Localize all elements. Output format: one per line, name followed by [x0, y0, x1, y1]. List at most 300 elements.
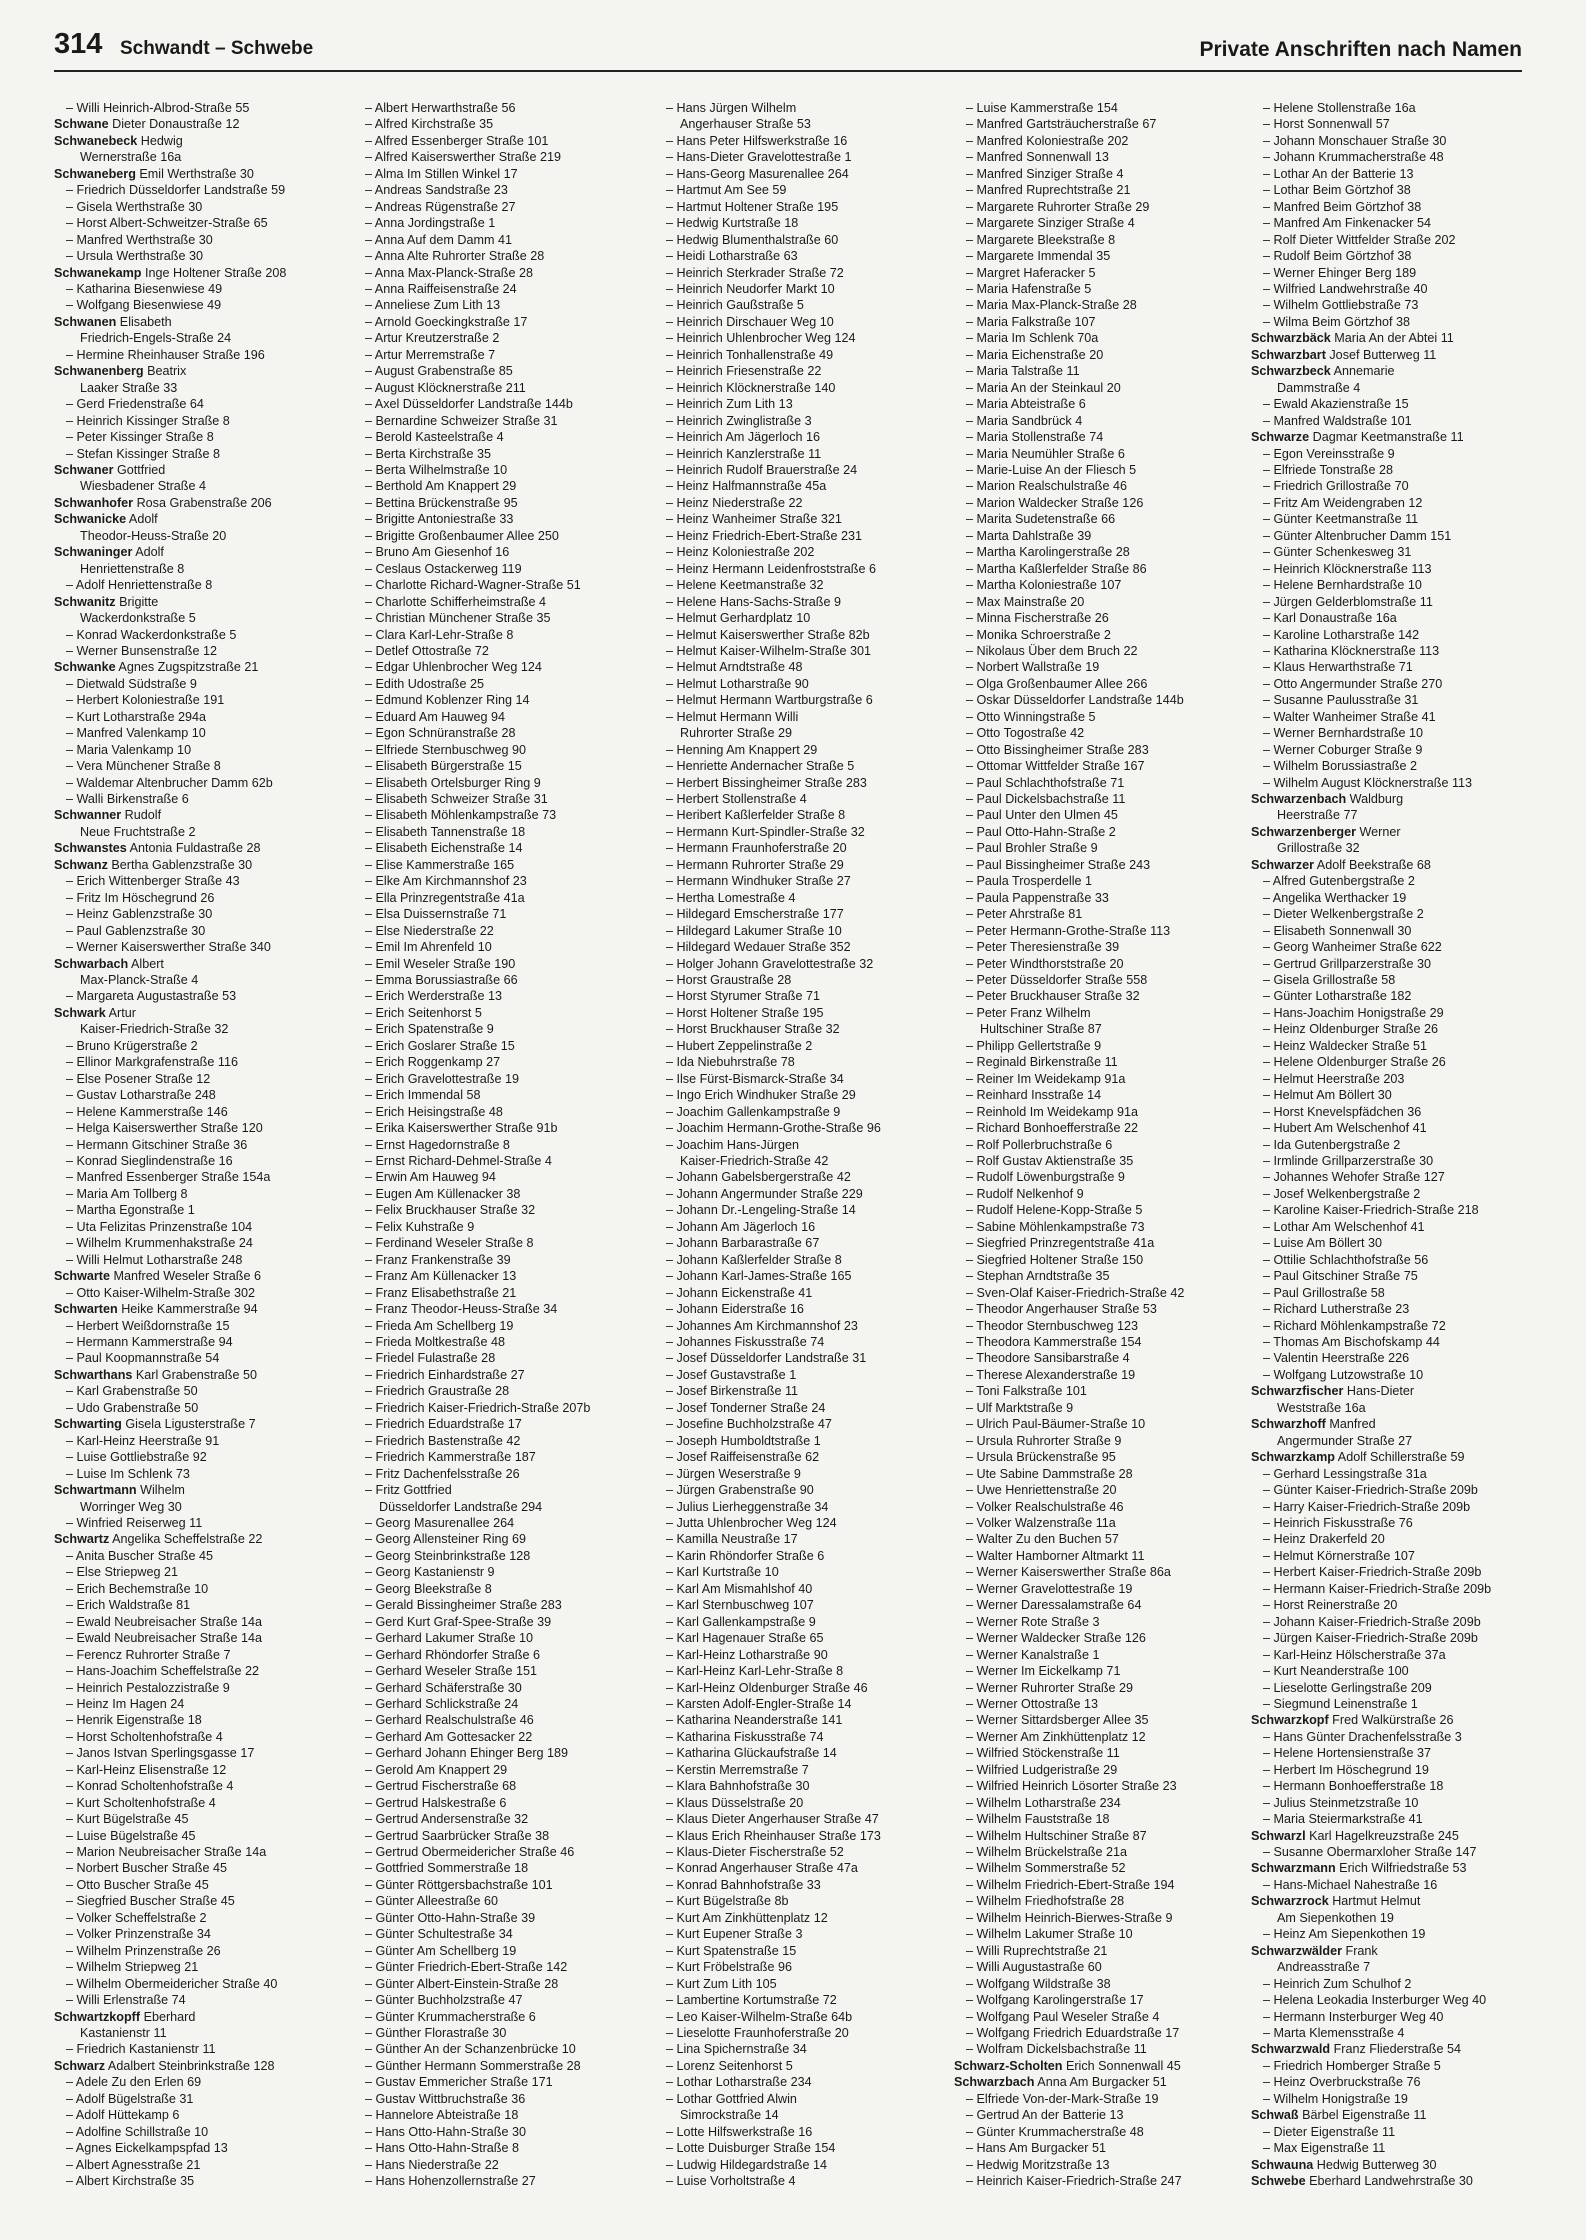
- directory-entry: [1251, 1071, 1543, 1087]
- directory-entry: [353, 1844, 645, 1860]
- entry-text: – Edmund Koblenzer Ring 14: [365, 693, 530, 708]
- directory-entry: [954, 1828, 1246, 1844]
- entry-text: – Detlef Ottostraße 72: [365, 643, 489, 658]
- entry-text: – Erich Bechemstraße 10: [66, 1581, 209, 1596]
- directory-entry: [954, 1564, 1246, 1580]
- directory-entry: [954, 1318, 1246, 1334]
- entry-text: – Gerhard Weseler Straße 151: [365, 1664, 537, 1679]
- entry-text: – Hans Otto-Hahn-Straße 8: [365, 2141, 519, 2156]
- entry-text: – Kurt Am Zinkhüttenplatz 12: [666, 1910, 828, 1925]
- directory-entry: [1251, 2041, 1543, 2057]
- directory-entry: [353, 2157, 645, 2173]
- directory-entry: [54, 1860, 346, 1876]
- entry-text: – Berta Kirchstraße 35: [365, 446, 491, 461]
- entry-text: Hartmut Helmut: [1328, 1894, 1421, 1909]
- directory-entry: [54, 1696, 346, 1712]
- entry-text: – Hans-Michael Nahestraße 16: [1263, 1877, 1438, 1892]
- directory-entry: [54, 1680, 346, 1696]
- directory-entry: [353, 2074, 645, 2090]
- directory-entry: [654, 1137, 946, 1153]
- entry-text: – Katharina Klöcknerstraße 113: [1263, 643, 1440, 658]
- entry-text: – Hermann Kurt-Spindler-Straße 32: [666, 824, 865, 839]
- directory-entry: [54, 1778, 346, 1794]
- entry-text: – Elisabeth Sonnenwall 30: [1263, 923, 1412, 938]
- entry-text: Agnes Zugspitzstraße 21: [115, 660, 259, 675]
- entry-address: Grillostraße 32: [1277, 841, 1360, 856]
- entry-text: – Horst Bruckhauser Straße 32: [666, 1022, 840, 1037]
- entry-text: – Alfred Essenberger Straße 101: [365, 133, 549, 148]
- directory-entry: [654, 906, 946, 922]
- directory-entry: [54, 199, 346, 215]
- entry-text: – Walter Wanheimer Straße 41: [1263, 709, 1436, 724]
- entry-text: – Ulrich Paul-Bäumer-Straße 10: [966, 1417, 1146, 1432]
- entry-text: – Klaus Düsselstraße 20: [666, 1795, 804, 1810]
- directory-entry: [54, 1564, 346, 1580]
- entry-text: – Anna Raiffeisenstraße 24: [365, 281, 517, 296]
- directory-entry: [1251, 1564, 1543, 1580]
- entry-text: Adolf: [126, 512, 158, 527]
- entry-text: – Wilfried Ludgeristraße 29: [966, 1762, 1118, 1777]
- entry-text: – Werner Im Eickelkamp 71: [966, 1664, 1121, 1679]
- directory-entry: [954, 1762, 1246, 1778]
- entry-text: – Gertrud Grillparzerstraße 30: [1263, 956, 1431, 971]
- entry-address: Worringer Weg 30: [80, 1499, 182, 1514]
- directory-entry: [654, 1005, 946, 1021]
- directory-entry: [353, 939, 645, 955]
- entry-text: – Anna Jordingstraße 1: [365, 216, 496, 231]
- directory-entry: [954, 495, 1246, 511]
- entry-text: – Johann Eiderstraße 16: [666, 1302, 804, 1317]
- directory-entry: [954, 1416, 1246, 1432]
- directory-entry: [954, 511, 1246, 527]
- entry-surname: Schwanz: [54, 857, 108, 872]
- directory-entry: [353, 1252, 645, 1268]
- entry-surname: Schwarthans: [54, 1367, 133, 1382]
- directory-entry: [54, 758, 346, 774]
- entry-address: Kaiser-Friedrich-Straße 32: [80, 1022, 229, 1037]
- directory-column-1: [54, 100, 346, 2220]
- entry-text: – Bernardine Schweizer Straße 31: [365, 413, 558, 428]
- directory-entry: [353, 2173, 645, 2189]
- directory-entry: [654, 956, 946, 972]
- directory-entry: [1251, 429, 1543, 445]
- entry-text: – Norbert Buscher Straße 45: [66, 1861, 227, 1876]
- directory-column-2: [353, 100, 645, 2220]
- directory-entry: [353, 643, 645, 659]
- entry-text: – Hans-Joachim Scheffelstraße 22: [66, 1664, 259, 1679]
- directory-entry: [54, 1828, 346, 1844]
- entry-text: – Udo Grabenstraße 50: [66, 1400, 199, 1415]
- entry-text: – Volker Prinzenstraße 34: [66, 1927, 211, 1942]
- entry-text: – Heinz Gablenzstraße 30: [66, 907, 213, 922]
- entry-text: – Josef Tonderner Straße 24: [666, 1400, 826, 1415]
- directory-entry: [954, 1581, 1246, 1597]
- entry-text: – Johannes Am Kirchmannshof 23: [666, 1318, 858, 1333]
- directory-entry: [1251, 988, 1543, 1004]
- directory-entry: [1251, 1104, 1543, 1120]
- directory-entry: [954, 2124, 1246, 2140]
- entry-text: – Kurt Scholtenhofstraße 4: [66, 1795, 216, 1810]
- directory-entry: [654, 1943, 946, 1959]
- directory-entry: [654, 1976, 946, 1992]
- entry-text: – Alfred Kaiserswerther Straße 219: [365, 150, 561, 165]
- directory-entry: [654, 1515, 946, 1531]
- entry-text: – Emil Im Ahrenfeld 10: [365, 940, 492, 955]
- entry-text: – Erich Heisingstraße 48: [365, 1104, 503, 1119]
- entry-text: – Helmut Hermann Wartburgstraße 6: [666, 693, 873, 708]
- directory-entry: [353, 1959, 645, 1975]
- directory-entry: [54, 807, 346, 823]
- entry-text: – Olga Großenbaumer Allee 266: [966, 676, 1148, 691]
- entry-surname: Schwartz: [54, 1532, 110, 1547]
- entry-text: – Luise Vorholtstraße 4: [666, 2174, 796, 2189]
- entry-text: – Reinhard Insstraße 14: [966, 1088, 1102, 1103]
- directory-entry: [353, 1120, 645, 1136]
- directory-entry: [654, 265, 946, 281]
- entry-text: – Heinrich Friesenstraße 22: [666, 364, 822, 379]
- directory-entry: [54, 1285, 346, 1301]
- entry-text: – Willi Augustastraße 60: [966, 1960, 1102, 1975]
- directory-entry: [954, 627, 1246, 643]
- entry-text: – Gisela Grillostraße 58: [1263, 973, 1396, 988]
- entry-text: – Hedwig Kurtstraße 18: [666, 216, 799, 231]
- directory-entry: [1251, 1844, 1543, 1860]
- directory-entry: [654, 330, 946, 346]
- directory-entry: [954, 2140, 1246, 2156]
- entry-text: – Erika Kaiserswerther Straße 91b: [365, 1121, 558, 1136]
- entry-text: – Manfred Valenkamp 10: [66, 726, 206, 741]
- directory-entry: [954, 1910, 1246, 1926]
- entry-text: – Friedrich Kammerstraße 187: [365, 1450, 536, 1465]
- directory-entry: [353, 1630, 645, 1646]
- directory-entry: [954, 988, 1246, 1004]
- directory-entry: [954, 1268, 1246, 1284]
- section-title: Private Anschriften nach Namen: [1199, 38, 1522, 61]
- directory-entry: [54, 1647, 346, 1663]
- directory-entry: [654, 528, 946, 544]
- entry-text: – Gustav Wittbruchstraße 36: [365, 2091, 526, 2106]
- directory-entry: [353, 1137, 645, 1153]
- entry-text: – Helga Kaiserswerther Straße 120: [66, 1121, 263, 1136]
- entry-text: – Maria Am Tollberg 8: [66, 1186, 188, 1201]
- directory-entry: [1251, 2058, 1543, 2074]
- entry-address: Friedrich-Engels-Straße 24: [80, 331, 232, 346]
- directory-entry: [353, 1795, 645, 1811]
- entry-text: – Heinrich Klöcknerstraße 140: [666, 380, 836, 395]
- directory-entry: [654, 2074, 946, 2090]
- directory-entry: [954, 363, 1246, 379]
- directory-entry: [1251, 775, 1543, 791]
- directory-entry: [954, 1499, 1246, 1515]
- entry-text: – Georg Steinbrinkstraße 128: [365, 1548, 531, 1563]
- entry-text: – Lieselotte Gerlingstraße 209: [1263, 1680, 1432, 1695]
- directory-entry: [54, 1038, 346, 1054]
- entry-text: – Maria Hafenstraße 5: [966, 281, 1092, 296]
- entry-text: – Siegfried Buscher Straße 45: [66, 1894, 235, 1909]
- entry-text: – Heinz Halfmannstraße 45a: [666, 479, 827, 494]
- directory-entry: [654, 1926, 946, 1942]
- entry-text: – Johann Monschauer Straße 30: [1263, 133, 1447, 148]
- entry-text: – Ernst Richard-Dehmel-Straße 4: [365, 1154, 552, 1168]
- entry-surname: Schwarte: [54, 1269, 110, 1284]
- entry-text: – Maria Stollenstraße 74: [966, 430, 1104, 445]
- directory-entry: [1251, 2173, 1543, 2189]
- entry-text: – Peter Ahrstraße 81: [966, 907, 1083, 922]
- directory-entry: [1251, 742, 1543, 758]
- entry-text: – Josef Düsseldorfer Landstraße 31: [666, 1351, 867, 1366]
- directory-entry: [1251, 2124, 1543, 2140]
- directory-entry: [954, 1252, 1246, 1268]
- directory-entry: [954, 807, 1246, 823]
- directory-entry: [54, 1219, 346, 1235]
- entry-text: – Wilhelm Lotharstraße 234: [966, 1795, 1121, 1810]
- directory-entry: [54, 1021, 346, 1037]
- entry-text: – Karin Rhöndorfer Straße 6: [666, 1548, 825, 1563]
- directory-entry: [54, 2091, 346, 2107]
- entry-text: – Artur Merremstraße 7: [365, 347, 496, 362]
- directory-entry: [654, 1186, 946, 1202]
- directory-entry: [954, 1712, 1246, 1728]
- entry-text: – Anna Auf dem Damm 41: [365, 232, 513, 247]
- directory-entry: [353, 380, 645, 396]
- entry-text: – Henriette Andernacher Straße 5: [666, 759, 855, 774]
- directory-entry: [353, 232, 645, 248]
- directory-entry: [1251, 1219, 1543, 1235]
- directory-entry: [1251, 2009, 1543, 2025]
- directory-entry: [54, 2140, 346, 2156]
- entry-text: – Thomas Am Bischofskamp 44: [1263, 1334, 1440, 1349]
- directory-entry: [54, 396, 346, 412]
- directory-entry: [654, 1482, 946, 1498]
- entry-text: – Marta Klemensstraße 4: [1263, 2026, 1405, 2041]
- entry-text: – Ewald Neubreisacher Straße 14a: [66, 1631, 263, 1646]
- directory-entry: [353, 824, 645, 840]
- entry-text: – Brigitte Großenbaumer Allee 250: [365, 528, 559, 543]
- directory-entry: [353, 1169, 645, 1185]
- entry-text: – Erich Roggenkamp 27: [365, 1055, 501, 1070]
- directory-entry: [353, 1153, 645, 1169]
- directory-entry: [654, 627, 946, 643]
- entry-text: – Helmut Arndtstraße 48: [666, 660, 803, 675]
- directory-entry: [1251, 149, 1543, 165]
- directory-entry: [654, 2140, 946, 2156]
- entry-text: – Herbert Koloniestraße 191: [66, 693, 225, 708]
- directory-entry: [54, 610, 346, 626]
- directory-entry: [353, 561, 645, 577]
- entry-address: Henriettenstraße 8: [80, 561, 185, 576]
- entry-text: – Helene Kammerstraße 146: [66, 1104, 228, 1119]
- directory-entry: [654, 511, 946, 527]
- entry-text: – Elise Kammerstraße 165: [365, 857, 515, 872]
- entry-text: – Lambertine Kortumstraße 72: [666, 1993, 837, 2008]
- entry-text: – Friedrich Bastenstraße 42: [365, 1433, 521, 1448]
- entry-text: – Horst Graustraße 28: [666, 973, 792, 988]
- entry-text: – Walter Hamborner Altmarkt 11: [966, 1548, 1145, 1563]
- directory-entry: [954, 2009, 1246, 2025]
- directory-entry: [353, 775, 645, 791]
- entry-text: – Gertrud Obermeidericher Straße 46: [365, 1845, 575, 1860]
- directory-entry: [654, 939, 946, 955]
- directory-entry: [954, 1153, 1246, 1169]
- entry-text: – Bettina Brückenstraße 95: [365, 495, 518, 510]
- directory-entry: [954, 478, 1246, 494]
- entry-surname: Schwarzkopf: [1251, 1713, 1329, 1728]
- entry-text: – Manfred Ruprechtstraße 21: [966, 183, 1131, 198]
- directory-entry: [353, 215, 645, 231]
- directory-entry: [1251, 890, 1543, 906]
- directory-entry: [1251, 956, 1543, 972]
- entry-address: Ruhrorter Straße 29: [680, 726, 792, 741]
- directory-entry: [1251, 1005, 1543, 1021]
- directory-entry: [954, 1877, 1246, 1893]
- entry-text: – Julius Lierheggenstraße 34: [666, 1499, 829, 1514]
- directory-entry: [954, 265, 1246, 281]
- entry-text: – Ursula Brückenstraße 95: [966, 1450, 1116, 1465]
- entry-text: – Hertha Lomestraße 4: [666, 890, 796, 905]
- entry-text: – Maria Eichenstraße 20: [966, 347, 1104, 362]
- directory-entry: [54, 2157, 346, 2173]
- directory-entry: [54, 1466, 346, 1482]
- directory-entry: [1251, 758, 1543, 774]
- directory-entry: [353, 906, 645, 922]
- entry-text: – Paul Schlachthofstraße 71: [966, 775, 1125, 790]
- directory-entry: [654, 1054, 946, 1070]
- entry-text: – Irmlinde Grillparzerstraße 30: [1263, 1154, 1434, 1168]
- directory-entry: [353, 544, 645, 560]
- directory-entry: [654, 643, 946, 659]
- entry-text: – Helmut Am Böllert 30: [1263, 1088, 1392, 1103]
- entry-text: – Hermann Kammerstraße 94: [66, 1334, 233, 1349]
- entry-text: – Artur Kreutzerstraße 2: [365, 331, 500, 346]
- directory-entry: [654, 413, 946, 429]
- page-number: 314: [54, 28, 103, 60]
- entry-text: – Katharina Fiskusstraße 74: [666, 1729, 824, 1744]
- entry-text: – Brigitte Antoniestraße 33: [365, 512, 514, 527]
- entry-surname: Schwebe: [1251, 2174, 1306, 2189]
- entry-text: – Uta Felizitas Prinzenstraße 104: [66, 1219, 253, 1234]
- directory-entry: [353, 972, 645, 988]
- entry-text: – Bruno Krügerstraße 2: [66, 1038, 198, 1053]
- directory-entry: [654, 1712, 946, 1728]
- directory-entry: [353, 2091, 645, 2107]
- directory-entry: [353, 1466, 645, 1482]
- entry-text: – Lothar Beim Görtzhof 38: [1263, 183, 1411, 198]
- entry-text: – Henning Am Knappert 29: [666, 742, 818, 757]
- directory-entry: [1251, 413, 1543, 429]
- entry-text: – Emma Borussiastraße 66: [365, 973, 518, 988]
- directory-entry: [654, 1449, 946, 1465]
- directory-entry: [954, 1745, 1246, 1761]
- entry-text: – Hans-Georg Masurenallee 264: [666, 166, 849, 181]
- entry-text: – Heinrich Zum Schulhof 2: [1263, 1976, 1412, 1991]
- directory-entry: [54, 1186, 346, 1202]
- directory-entry: [954, 561, 1246, 577]
- directory-entry: [353, 725, 645, 741]
- directory-entry: [353, 1976, 645, 1992]
- directory-entry: [353, 462, 645, 478]
- entry-text: – Berthold Am Knappert 29: [365, 479, 517, 494]
- entry-text: – Konrad Angerhauser Straße 47a: [666, 1861, 858, 1876]
- directory-entry: [954, 1038, 1246, 1054]
- entry-text: – Lothar Am Welschenhof 41: [1263, 1219, 1425, 1234]
- directory-entry: [353, 248, 645, 264]
- entry-text: – Herbert Weißdornstraße 15: [66, 1318, 230, 1333]
- entry-text: – Herbert Bissingheimer Straße 283: [666, 775, 867, 790]
- directory-entry: [954, 232, 1246, 248]
- entry-text: – Johann Eickenstraße 41: [666, 1285, 813, 1300]
- directory-entry: [353, 265, 645, 281]
- directory-entry: [1251, 709, 1543, 725]
- entry-text: – Heinrich Gaußstraße 5: [666, 298, 804, 313]
- entry-text: – Elisabeth Eichenstraße 14: [365, 841, 523, 856]
- directory-entry: [654, 1120, 946, 1136]
- entry-text: – Karl-Heinz Karl-Lehr-Straße 8: [666, 1664, 844, 1679]
- directory-entry: [353, 199, 645, 215]
- directory-entry: [353, 1581, 645, 1597]
- entry-text: – Walli Birkenstraße 6: [66, 792, 189, 807]
- directory-entry: [654, 1350, 946, 1366]
- entry-text: Rudolf: [121, 808, 162, 823]
- directory-entry: [353, 1548, 645, 1564]
- entry-text: – Uwe Henriettenstraße 20: [966, 1483, 1117, 1498]
- entry-surname: Schwartzkopff: [54, 2009, 141, 2024]
- directory-entry: [1251, 1943, 1543, 1959]
- entry-text: – Georg Bleekstraße 8: [365, 1581, 492, 1596]
- entry-text: – Adele Zu den Erlen 69: [66, 2075, 202, 2090]
- entry-text: – Theodora Kammerstraße 154: [966, 1334, 1142, 1349]
- directory-entry: [54, 1153, 346, 1169]
- entry-text: – Rolf Pollerbruchstraße 6: [966, 1137, 1113, 1152]
- directory-entry: [654, 1680, 946, 1696]
- directory-entry: [654, 1828, 946, 1844]
- directory-entry: [1251, 1926, 1543, 1942]
- directory-entry: [954, 446, 1246, 462]
- directory-entry: [1251, 643, 1543, 659]
- directory-entry: [954, 1548, 1246, 1564]
- entry-address: Wiesbadener Straße 4: [80, 479, 206, 494]
- entry-text: – Karl Sternbuschweg 107: [666, 1598, 814, 1613]
- directory-entry: [1251, 1137, 1543, 1153]
- directory-entry: [1251, 1696, 1543, 1712]
- directory-entry: [654, 297, 946, 313]
- entry-text: – Paul Brohler Straße 9: [966, 841, 1098, 856]
- directory-entry: [1251, 1301, 1543, 1317]
- directory-entry: [54, 939, 346, 955]
- directory-entry: [954, 330, 1246, 346]
- entry-text: – Wilhelm Heinrich-Bierwes-Straße 9: [966, 1910, 1173, 1925]
- directory-entry: [54, 923, 346, 939]
- entry-text: Adolf: [132, 545, 164, 560]
- entry-text: – Paul Otto-Hahn-Straße 2: [966, 824, 1116, 839]
- entry-text: – Friedrich Graustraße 28: [365, 1384, 510, 1399]
- directory-entry: [54, 528, 346, 544]
- directory-entry: [1251, 281, 1543, 297]
- directory-entry: [353, 1778, 645, 1794]
- directory-entry: [353, 281, 645, 297]
- entry-text: – Fritz Dachenfelsstraße 26: [365, 1466, 520, 1481]
- directory-entry: [954, 1235, 1246, 1251]
- directory-entry: [654, 692, 946, 708]
- directory-entry: [1251, 1202, 1543, 1218]
- entry-text: – Peter Bruckhauser Straße 32: [966, 989, 1140, 1004]
- entry-text: Maria An der Abtei 11: [1330, 331, 1454, 346]
- directory-entry: [654, 149, 946, 165]
- directory-entry: [353, 1877, 645, 1893]
- entry-text: – Peter Düsseldorfer Straße 558: [966, 973, 1148, 988]
- entry-text: – Johann Karl-James-Straße 165: [666, 1269, 852, 1284]
- directory-entry: [1251, 791, 1543, 807]
- entry-text: – Gisela Werthstraße 30: [66, 199, 203, 214]
